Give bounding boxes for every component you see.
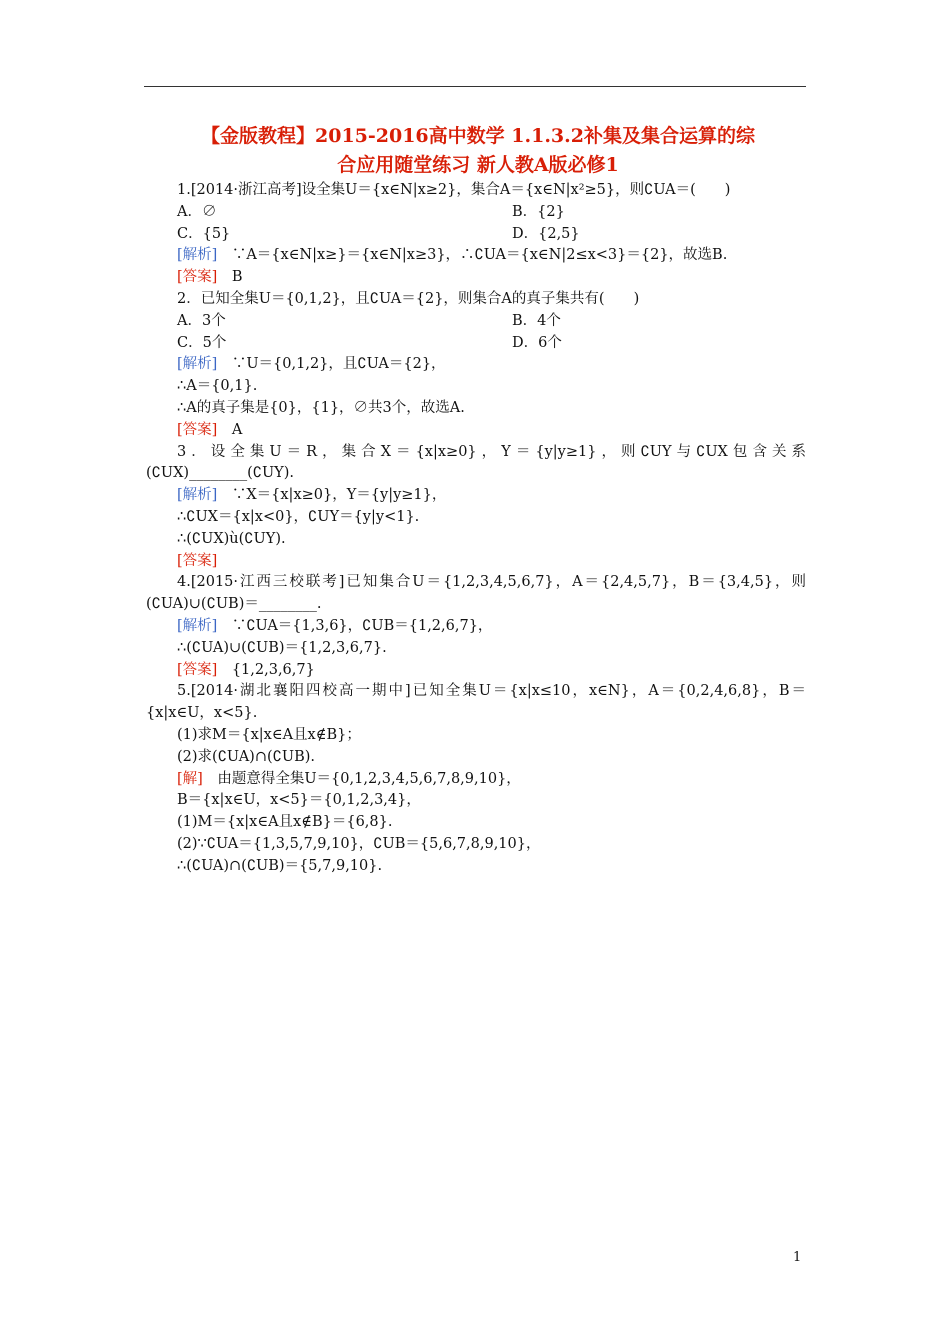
analysis-tag: [解析] (177, 356, 218, 373)
answer-tag: [答案] (177, 661, 218, 678)
answer-tag: [答案] (177, 269, 218, 286)
q2-answer (146, 420, 806, 442)
q2-option-a: A．3个 (177, 312, 226, 329)
solution-tag: [解] (177, 770, 203, 787)
q1-options-ab (146, 202, 806, 224)
q5-part-2: (2)求(∁UA)∩(∁UB). (177, 748, 315, 765)
analysis-tag: [解析] (177, 487, 218, 504)
q3-analysis-line-2: ∴∁UX＝{x|x<0}，∁UY＝{y|y<1}. (177, 508, 420, 525)
q2-answer-text: A (217, 421, 243, 438)
q5-solution-text: 由题意得全集U＝{0,1,2,3,4,5,6,7,8,9,10}， (202, 770, 521, 787)
q5-solution-line-5: ∴(∁UA)∩(∁UB)＝{5,7,9,10}. (177, 857, 383, 874)
page-number: 1 (793, 1250, 802, 1265)
q1-option-d: D．{2,5} (512, 225, 580, 242)
q1-answer (146, 267, 806, 289)
title-line-2: 合应用随堂练习 新人教A版必修1 (337, 154, 619, 176)
q1-stem: 1.[2014·浙江高考]设全集U＝{x∈N|x≥2}，集合A＝{x∈N|x²≥5}，则∁UA＝( ) (177, 182, 731, 198)
q2-analysis-line-3: ∴A的真子集是{0}，{1}，∅共3个，故选A. (177, 399, 465, 416)
q3-stem: 3．设全集U＝R，集合X＝{x|x≥0}，Y＝{y|y≥1}，则∁UY与∁UX包含关系(∁UX)________(∁UY). (146, 443, 806, 482)
analysis-tag: [解析] (177, 247, 218, 264)
title-line-1: 【金版教程】2015-2016高中数学 1.1.3.2补集及集合运算的综 (201, 125, 755, 147)
q5-solution-line-4: (2)∵∁UA＝{1,3,5,7,9,10}，∁UB＝{5,6,7,8,9,10}， (177, 835, 541, 852)
q5-stem: 5.[2014·湖北襄阳四校高一期中]已知全集U＝{x|x≤10，x∈N}，A＝{0,2,4,6,8}，B＝{x|x∈U，x<5}. (146, 683, 806, 722)
q5-part-1: (1)求M＝{x|x∈A且x∉B}； (177, 726, 361, 743)
q4-analysis-line-2: ∴(∁UA)∪(∁UB)＝{1,2,3,6,7}. (177, 639, 387, 656)
q2-option-c: C．5个 (177, 334, 227, 351)
answer-tag: [答案] (177, 552, 218, 569)
q4-analysis (146, 616, 806, 638)
q3-analysis-line-3: ∴(∁UX)ù(∁UY). (177, 530, 286, 547)
q1-option-b: B．{2} (512, 203, 565, 220)
q5-solution-line-3: (1)M＝{x|x∈A且x∉B}＝{6,8}. (177, 814, 393, 831)
q1-options-cd (146, 224, 806, 246)
q1-option-c: C．{5} (177, 225, 231, 242)
answer-tag: [答案] (177, 421, 218, 438)
q1-option-a: A．∅ (177, 203, 217, 220)
q5-solution-line-2: B＝{x|x∈U，x<5}＝{0,1,2,3,4}， (177, 792, 421, 809)
q3-analysis (146, 485, 806, 507)
q3-analysis-text: ∵X＝{x|x≥0}，Y＝{y|y≥1}， (217, 487, 447, 504)
q1-answer-text: B (217, 269, 243, 286)
q2-options-ab (146, 311, 806, 333)
q2-option-b: B．4个 (512, 312, 561, 329)
q1-analysis (146, 245, 806, 267)
q4-stem: 4.[2015·江西三校联考]已知集合U＝{1,2,3,4,5,6,7}，A＝{2,4,5,7}，B＝{3,4,5}，则(∁UA)∪(∁UB)＝________. (146, 574, 806, 613)
q2-option-d: D．6个 (512, 334, 562, 351)
q4-answer-text: {1,2,3,6,7} (217, 661, 315, 678)
q2-stem: 2．已知全集U＝{0,1,2}，且∁UA＝{2}，则集合A的真子集共有( ) (177, 290, 640, 307)
document-title (150, 122, 806, 180)
q3-answer (146, 551, 806, 573)
analysis-tag: [解析] (177, 617, 218, 634)
q4-analysis-text: ∵∁UA＝{1,3,6}，∁UB＝{1,2,6,7}， (217, 617, 493, 634)
q2-analysis-line-2: ∴A＝{0,1}. (177, 378, 258, 395)
q5-solution (146, 769, 806, 791)
q4-answer (146, 660, 806, 682)
document-body (146, 180, 806, 878)
q2-options-cd (146, 333, 806, 355)
q1-analysis-text: ∵A＝{x∈N|x≥}＝{x∈N|x≥3}，∴∁UA＝{x∈N|2≤x<3}＝{2}，故选B. (217, 247, 728, 264)
q2-analysis-text: ∵U＝{0,1,2}，且∁UA＝{2}， (217, 356, 446, 373)
q2-analysis (146, 354, 806, 376)
header-rule (144, 86, 806, 87)
